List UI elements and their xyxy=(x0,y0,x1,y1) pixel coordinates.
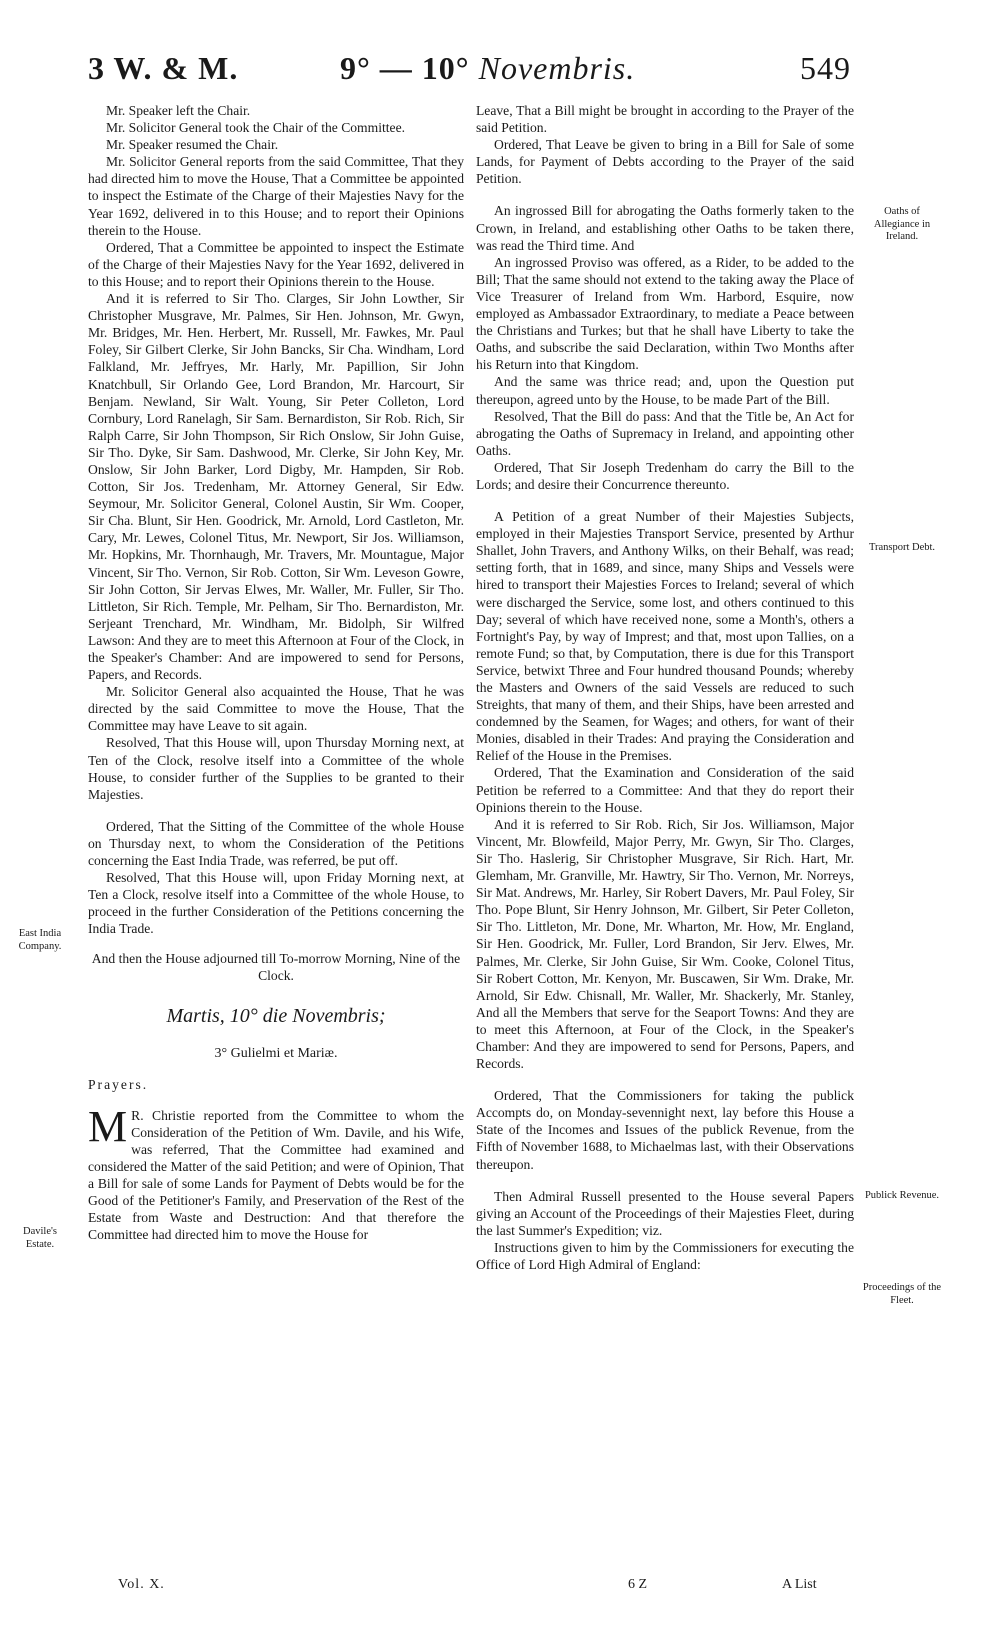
paragraph: Ordered, That the Commissioners for taking the publick Accompts do, on Monday-sevennight next, lay before this House a State of the Incomes and Issues of the publick Revenue, from the Fifth of November 1688, to Michaelmas last, with their Observations thereupon. xyxy=(476,1088,854,1172)
paragraph: Ordered, That the Sitting of the Committee of the whole House on Thursday next, to whom the Consideration of the Petitions concerning the East India Trade, was referred, be put off. xyxy=(88,818,464,869)
header-date-numerals: 9° — 10° xyxy=(340,50,470,86)
paragraph: And it is referred to Sir Tho. Clarges, Sir John Lowther, Sir Christopher Musgrave, Mr. Palmes, Sir Hen. Johnson, Mr. Gwyn, Mr. Bridges, Mr. Hen. Herbert, Mr. Russell, Mr. Fawkes, Mr. Paul Foley, Sir Gilbert Clerke, Sir John Bancks, Sir Cha. Windham, Lord Falkland, Mr. Jeffryes, Mr. Harly, Mr. Papillion, Sir John Knatchbull, Sir Orlando Gee, Lord Brandon, Mr. Harcourt, Sir Benjam. Newland, Sir Walt. Young, Sir Peter Colleton, Lord Cornbury, Lord Ranelagh, Sir Sam. Bernardiston, Sir Rob. Rich, Sir Ralph Carre, Sir John Thompson, Sir Rich Onslow, Sir John Guise, Sir Tho. Dyke, Sir Sam. Dashwood, Mr. Clerke, Sir John Key, Mr. Onslow, Sir John Barker, Lord Digby, Mr. Hampden, Sir Rob. Cotton, Sir Jos. Tredenham, Mr. Attorney General, Sir Edw. Seymour, Mr. Solicitor General, Colonel Austin, Sir Wm. Cooper, Sir Cha. Blunt, Sir Hen. Goodrick, Mr. Arnold, Lord Castleton, Mr. Cary, Mr. Lewes, Colonel Titus, Mr. Newport, Sir Jos. Williamson, Mr. Hopkins, Mr. Thornhaugh, Mr. Travers, Mr. Mountague, Major Vincent, Sir Tho. Vernon, Sir Rob. Cotton, Sir Wm. Leveson Gowre, Sir John Cotton, Sir Jervas Elwes, Mr. Waller, Mr. Fuller, Sir Tho. Littleton, Sir Rich. Temple, Mr. Pelham, Sir Tho. Bernardiston, Mr. Serjeant Trenchard, Mr. Windham, Mr. Bidolph, Sir Wilfred Lawson: And they are to meet this Afternoon at Four of the Clock, in the Speaker's Chamber: And are impowered to send for Persons, Papers, and Records. xyxy=(88,291,464,683)
paragraph: An ingrossed Proviso was offered, as a Rider, to be added to the Bill; That the same should not extend to the taking away the Place of Vice Treasurer of Ireland from Wm. Harbord, Esquire, now employed as Ambassador Extraordinary, to mediate a Peace between the Christians and Turkes; but that he shall have Liberty to take the Oaths, and subscribe the said Declaration, within Two Months after his Return into that Kingdom. xyxy=(476,254,854,373)
paragraph: Mr. Speaker resumed the Chair. xyxy=(106,137,279,153)
margin-note-east-india: East India Company. xyxy=(18,928,62,952)
paragraph: Ordered, That a Committee be appointed to inspect the Estimate of the Charge of their Majesties Navy for the Year 1692, delivered in to this House; and to report their Opinions therein to the House. xyxy=(88,239,464,289)
davile-report-text: R. Christie reported from the Committee to whom the Consideration of the Petition of Wm. Davile, and his Wife, was referred, That the Committee had examined and considered the Matter of the said Petition; and were of Opinion, That a Bill for sale of some Lands for Payment of Debts would be for the Good of the Petitioner's Family, and Preservation of the Rest of the Estate from Waste and Destruction: And that therefore the Committee had directed him to move the House for xyxy=(88,1107,464,1243)
paragraph: Mr. Speaker left the Chair. xyxy=(106,103,251,118)
page-number: 549 xyxy=(800,50,851,86)
paragraph: Ordered, That the Examination and Consideration of the said Petition be referred to a Committee: And that they do report their Opinions therein to the House. xyxy=(476,765,854,815)
adjournment-line: And then the House adjourned till To-morrow Morning, Nine of the Clock. xyxy=(91,950,461,983)
right-column xyxy=(476,102,854,1273)
signature-mark: 6 Z xyxy=(628,1577,648,1592)
paragraph: An ingrossed Bill for abrogating the Oaths formerly taken to the Crown, in Ireland, and establishing other Oaths to be taken there, was read the Third time. And xyxy=(476,203,854,253)
header-date xyxy=(340,50,635,87)
catchword: A List xyxy=(782,1577,817,1592)
page-header xyxy=(0,50,992,100)
margin-note-transport: Transport Debt. xyxy=(868,542,936,553)
paragraph: Leave, That a Bill might be brought in according to the Prayer of the said Petition. xyxy=(476,103,854,136)
margin-note-oaths: Oaths of Allegiance in Ireland. xyxy=(873,206,931,242)
margin-note-fleet: Proceedings of the Fleet. xyxy=(862,1282,942,1306)
paragraph xyxy=(88,1101,464,1244)
prayers-heading: Prayers. xyxy=(88,1076,149,1092)
paragraph: Mr. Solicitor General took the Chair of the Committee. xyxy=(106,120,406,136)
paragraph: Then Admiral Russell presented to the House several Papers giving an Account of the Proceedings of their Majesties Fleet, during the last Summer's Expedition; viz. xyxy=(476,1188,854,1238)
paragraph: Instructions given to him by the Commissioners for executing the Office of Lord High Admiral of England: xyxy=(476,1239,854,1272)
page-footer xyxy=(88,1577,854,1597)
paragraph: Resolved, That this House will, upon Friday Morning next, at Ten a Clock, resolve itself into a Committee of the whole House, to proceed in the further Consideration of the Petitions concerning the India Trade. xyxy=(88,870,464,937)
regnal-subheading: 3° Gulielmi et Mariæ. xyxy=(214,1045,338,1061)
drop-cap: M xyxy=(88,1101,128,1151)
paragraph: And the same was thrice read; and, upon the Question put thereupon, agreed unto by the House, to be made Part of the Bill. xyxy=(476,374,854,407)
paragraph: Resolved, That this House will, upon Thursday Morning next, at Ten of the Clock, resolve itself into a Committee of the whole House, to consider further of the Supplies to be granted to their Majesties. xyxy=(88,735,464,802)
paragraph: Resolved, That the Bill do pass: And that the Title be, An Act for abrogating the Oaths of Supremacy in Ireland, and appointing other Oaths. xyxy=(476,408,854,458)
date-heading: Martis, 10° die Novembris; xyxy=(166,1004,386,1027)
header-regnal-year: 3 W. & M. xyxy=(88,50,239,86)
paragraph: And it is referred to Sir Rob. Rich, Sir Jos. Williamson, Major Vincent, Mr. Blowfeild, Major Perry, Mr. Gwyn, Sir Tho. Clarges, Sir Tho. Haslerig, Sir Christopher Musgrave, Sir Rich. Hart, Mr. Glemham, Mr. Granville, Mr. Hawtry, Sir Tho. Vernon, Mr. Norreys, Sir Mat. Andrews, Mr. Harley, Sir Robert Davers, Mr. Paul Foley, Sir Tho. Pope Blunt, Sir Henry Johnson, Mr. Gilbert, Sir Peter Colleton, Sir Tho. Littleton, Mr. Done, Mr. Wharton, Mr. How, Mr. England, Sir Hen. Goodrick, Mr. Fuller, Lord Brandon, Sir Jerv. Elwes, Mr. Palmes, Mr. Clerke, Sir John Guise, Sir Wm. Cooke, Colonel Titus, Sir Robert Cotton, Mr. Kenyon, Mr. Buscawen, Sir Wm. Drake, Mr. Arnold, Sir Edw. Chisnall, Mr. Waller, Mr. Shackerly, Mr. Stanley, And all the Members that serve for the Seaport Towns: And they are to meet this Afternoon, at Four of the Clock, in the Speaker's Chamber: And they are impowered to send for Persons, Papers, and Records. xyxy=(476,816,854,1072)
paragraph: Ordered, That Leave be given to bring in a Bill for Sale of some Lands, for Payment of Debts according to the Prayer of the said Petition. xyxy=(476,137,854,187)
margin-note-davile: Davile's Estate. xyxy=(23,1226,57,1250)
volume-label: Vol. X. xyxy=(118,1577,165,1592)
paragraph: A Petition of a great Number of their Majesties Subjects, employed in their Majesties Transport Service, presented by Arthur Shallet, John Travers, and Anthony Wilks, on their Behalf, was read; setting forth, that in 1689, and since, many Ships and Vessels were hired to transport their Majesties Forces to Ireland; several of which were discharged the Service, some lost, and others continued to this Day; several of which have received none, some a Month's, others a Fortnight's Pay, by way of Imprest; and that, most upon Tallies, on a remote Fund; so that, by Computation, there is due for this Transport Service, betwixt Three and Four hundred thousand Pounds; whereby the Masters and Owners of the said Vessels are reduced to such Streights, that many of them, and their Ships, have been arrested and condemned by the Seamen, for Wages; and others, for want of their Monies, disabled in their Trades: And praying the Consideration and Relief of the House in the Premises. xyxy=(476,509,854,764)
paragraph: Mr. Solicitor General reports from the said Committee, That they had directed him to move the House, That a Committee be appointed to inspect the Estimate of the Charge of their Majesties Navy for the Year 1692, delivered in to this House; and to report their Opinions therein to the House. xyxy=(88,154,464,238)
paragraph: Mr. Solicitor General also acquainted the House, That he was directed by the said Committee to move the House, That the Committee may have Leave to sit again. xyxy=(88,684,464,734)
paragraph: Ordered, That Sir Joseph Tredenham do carry the Bill to the Lords; and desire their Concurrence thereunto. xyxy=(476,459,854,492)
left-column xyxy=(88,102,464,1243)
margin-note-revenue: Publick Revenue. xyxy=(864,1190,940,1201)
header-date-month: Novembris. xyxy=(478,50,636,86)
